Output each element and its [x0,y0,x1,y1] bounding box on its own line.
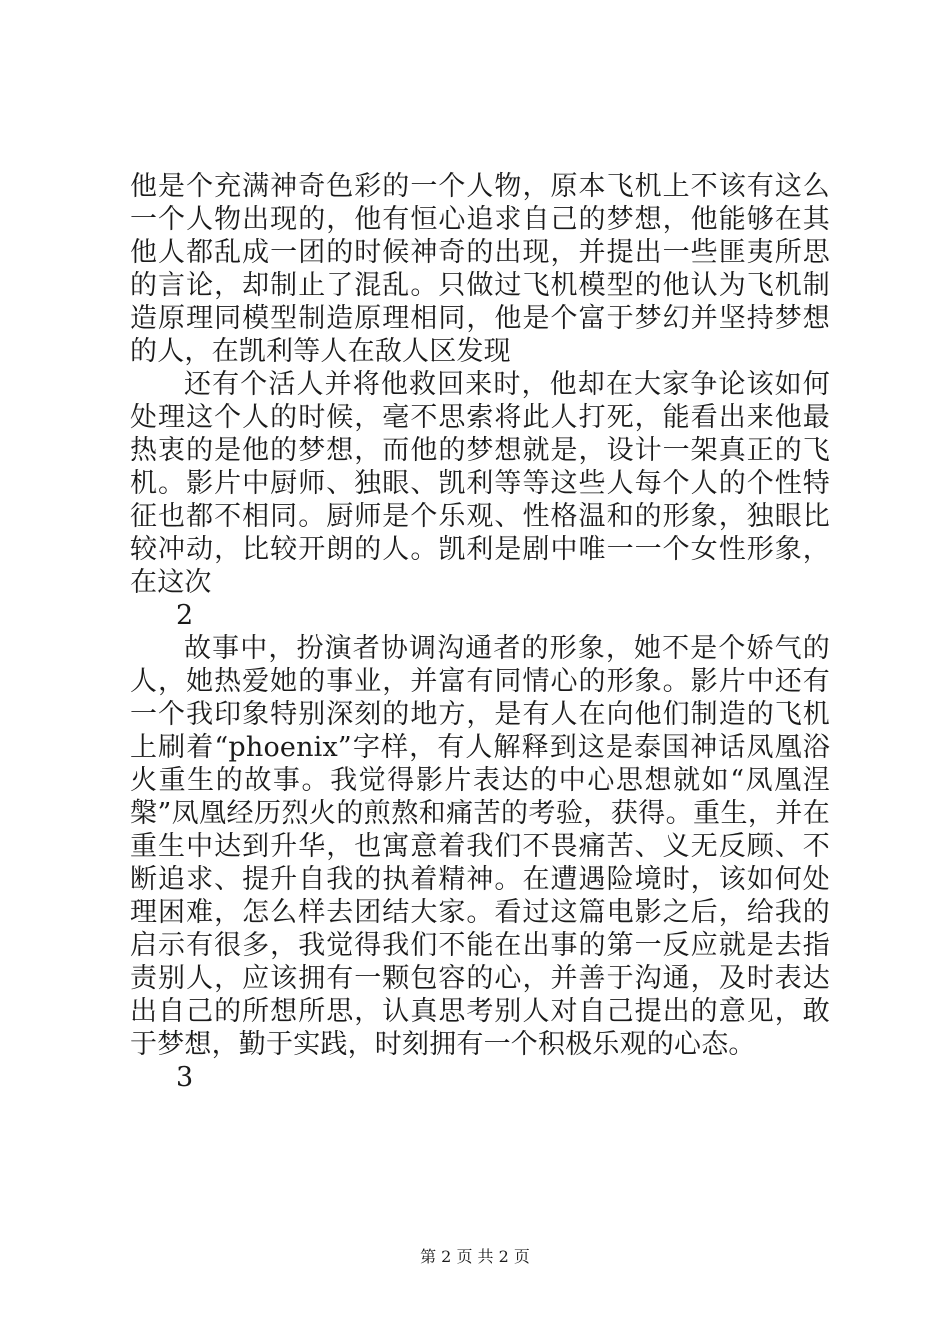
paragraph-2: 还有个活人并将他救回来时，他却在大家争论该如何处理这个人的时候，毫不思索将此人打死，能看出来他最热衷的是他的梦想，而他的梦想就是，设计一架真正的飞机。影片中厨师、独眼、凯利等等这些人每个人的个性特征也都不相同。厨师是个乐观、性格温和的形象，独眼比较冲动，比较开朗的人。凯利是剧中唯一一个女性形象，在这次 [130,369,830,598]
inline-page-number-2: 2 [176,600,194,631]
inline-page-number-3: 3 [176,1062,194,1093]
paragraph-3: 故事中，扮演者协调沟通者的形象，她不是个娇气的人，她热爱她的事业，并富有同情心的形象。影片中还有一个我印象特别深刻的地方，是有人在向他们制造的飞机上刷着“phoenix”字样，有人解释到这是泰国神话凤凰浴火重生的故事。我觉得影片表达的中心思想就如“凤凰涅槃”凤凰经历烈火的煎熬和痛苦的考验，获得。重生，并在重生中达到升华，也寓意着我们不畏痛苦、义无反顾、不断追求、提升自我的执着精神。在遭遇险境时，该如何处理困难，怎么样去团结大家。看过这篇电影之后，给我的启示有很多，我觉得我们不能在出事的第一反应就是去指责别人，应该拥有一颗包容的心，并善于沟通，及时表达出自己的所想所思，认真思考别人对自己提出的意见，敢于梦想，勤于实践，时刻拥有一个积极乐观的心态。 [130,633,830,1060]
paragraph-1: 他是个充满神奇色彩的一个人物，原本飞机上不该有这么一个人物出现的，他有恒心追求自己的梦想，他能够在其他人都乱成一团的时候神奇的出现，并提出一些匪夷所思的言论，却制止了混乱。只做过飞机模型的他认为飞机制造原理同模型制造原理相同，他是个富于梦幻并坚持梦想的人，在凯利等人在敌人区发现 [130,171,830,367]
document-body [130,170,830,1094]
page-footer: 第 2 页 共 2 页 [420,1247,530,1266]
